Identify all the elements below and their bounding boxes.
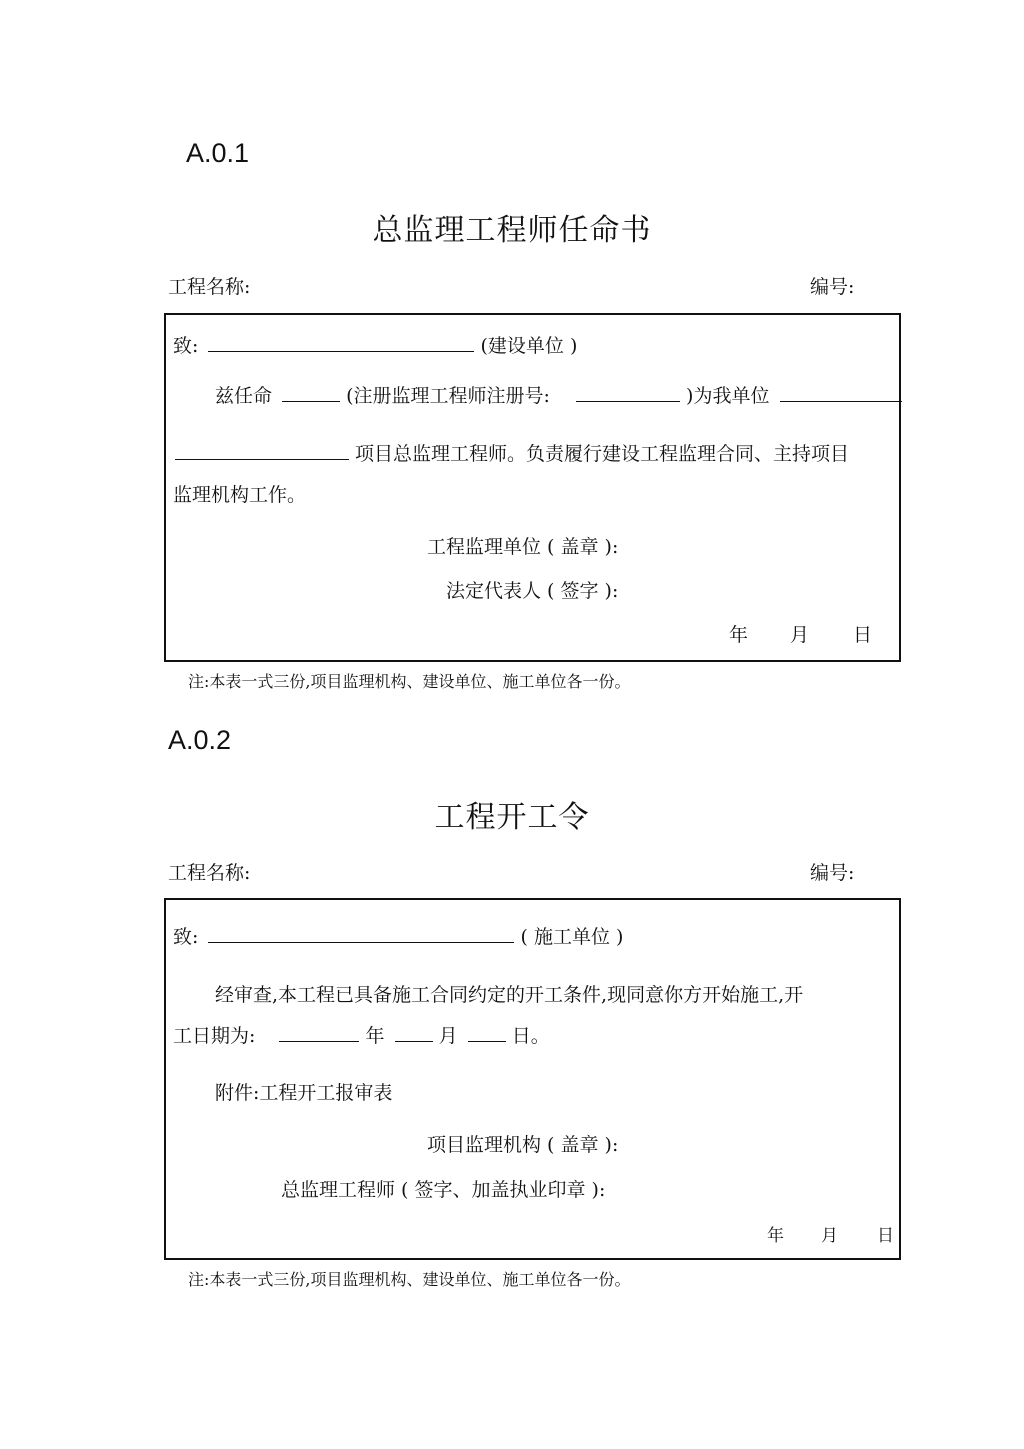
attachment-line: 附件:工程开工报审表	[215, 1082, 393, 1104]
project-name-label: 工程名称:	[168, 276, 251, 298]
appoint-prefix: 兹任命	[215, 385, 273, 407]
contractor-suffix: ( 施工单位 )	[520, 926, 624, 948]
appointment-line	[215, 381, 902, 408]
signature-label: 法定代表人 ( 签字 ):	[446, 580, 619, 602]
date-day: 日	[877, 1226, 894, 1246]
unit-blank[interactable]	[780, 383, 902, 402]
contractor-name-blank[interactable]	[208, 924, 514, 943]
month-label: 月	[438, 1025, 458, 1047]
section-id: A.0.2	[168, 725, 232, 755]
date-month: 月	[821, 1226, 838, 1246]
project-blank[interactable]	[175, 441, 349, 460]
registration-label: (注册监理工程师注册号:	[346, 385, 550, 407]
date-year: 年	[729, 624, 749, 646]
day-blank[interactable]	[468, 1023, 506, 1042]
duty-text: 项目总监理工程师。负责履行建设工程监理合同、主持项目	[355, 443, 850, 465]
client-name-blank[interactable]	[208, 333, 474, 352]
date-year: 年	[767, 1226, 784, 1246]
date-day: 日	[853, 624, 873, 646]
form-title: 总监理工程师任命书	[372, 213, 652, 248]
client-suffix: (建设单位 )	[480, 335, 578, 357]
footnote: 注:本表一式三份,项目监理机构、建设单位、施工单位各一份。	[188, 672, 631, 691]
number-label: 编号:	[810, 862, 855, 884]
appoint-mid: )为我单位	[686, 385, 770, 407]
day-label: 日。	[511, 1025, 550, 1047]
seal-label: 工程监理单位 ( 盖章 ):	[427, 536, 619, 558]
duty-text-continued: 监理机构工作。	[173, 484, 307, 506]
project-name-label: 工程名称:	[168, 862, 251, 884]
addressee-line	[173, 331, 577, 358]
registration-number-blank[interactable]	[576, 383, 680, 402]
section-id: A.0.1	[186, 138, 250, 168]
addressee-line	[173, 922, 623, 949]
duty-line	[175, 439, 849, 466]
year-label: 年	[365, 1025, 385, 1047]
form-title: 工程开工令	[434, 800, 590, 835]
footnote: 注:本表一式三份,项目监理机构、建设单位、施工单位各一份。	[188, 1270, 631, 1289]
to-label: 致:	[173, 335, 199, 357]
to-label: 致:	[173, 926, 199, 948]
seal-label: 项目监理机构 ( 盖章 ):	[427, 1134, 619, 1156]
signature-label: 总监理工程师 ( 签字、加盖执业印章 ):	[281, 1179, 606, 1201]
number-label: 编号:	[810, 276, 855, 298]
date-month: 月	[790, 624, 810, 646]
start-date-line	[173, 1021, 550, 1048]
year-blank[interactable]	[279, 1023, 359, 1042]
start-date-label: 工日期为:	[173, 1025, 256, 1047]
month-blank[interactable]	[395, 1023, 433, 1042]
approval-text: 经审查,本工程已具备施工合同约定的开工条件,现同意你方开始施工,开	[215, 984, 804, 1006]
engineer-name-blank[interactable]	[282, 383, 340, 402]
